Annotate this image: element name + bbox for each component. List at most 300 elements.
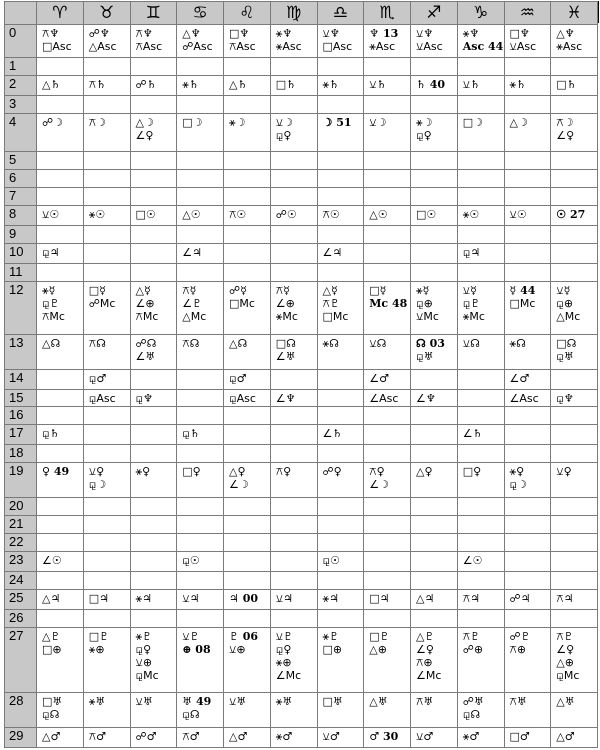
aspect-cell[interactable] — [457, 75, 504, 95]
aspect-cell[interactable] — [270, 498, 317, 516]
aspect-cell[interactable] — [504, 609, 551, 627]
aspect-cell[interactable] — [83, 609, 130, 627]
aspect-cell[interactable] — [270, 334, 317, 369]
aspect-cell[interactable] — [551, 152, 598, 170]
aspect-cell[interactable] — [411, 589, 458, 609]
aspect-cell[interactable] — [364, 369, 411, 389]
aspect-cell[interactable] — [504, 188, 551, 206]
aspect-cell[interactable] — [457, 113, 504, 152]
aspect-cell[interactable] — [177, 589, 224, 609]
aspect-cell[interactable] — [130, 57, 177, 75]
aspect-cell[interactable] — [130, 226, 177, 244]
aspect-cell[interactable] — [364, 206, 411, 226]
aspect-cell[interactable] — [504, 57, 551, 75]
aspect-cell[interactable] — [177, 692, 224, 727]
aspect-cell[interactable] — [130, 515, 177, 533]
aspect-cell[interactable] — [37, 407, 84, 425]
aspect-cell[interactable] — [317, 334, 364, 369]
aspect-cell[interactable] — [37, 463, 84, 498]
aspect-cell[interactable] — [177, 369, 224, 389]
aspect-cell[interactable] — [551, 369, 598, 389]
aspect-cell[interactable] — [504, 25, 551, 58]
aspect-cell[interactable] — [37, 445, 84, 463]
aspect-cell[interactable] — [130, 369, 177, 389]
aspect-cell[interactable] — [270, 282, 317, 335]
aspect-cell[interactable] — [457, 282, 504, 335]
aspect-cell[interactable] — [177, 498, 224, 516]
aspect-cell[interactable] — [504, 334, 551, 369]
aspect-cell[interactable] — [37, 75, 84, 95]
aspect-cell[interactable] — [317, 206, 364, 226]
aspect-cell[interactable] — [317, 75, 364, 95]
aspect-cell[interactable] — [37, 244, 84, 264]
aspect-cell[interactable] — [270, 188, 317, 206]
aspect-cell[interactable] — [177, 463, 224, 498]
aspect-cell[interactable] — [504, 113, 551, 152]
aspect-cell[interactable] — [270, 425, 317, 445]
aspect-cell[interactable] — [177, 152, 224, 170]
aspect-cell[interactable] — [317, 113, 364, 152]
aspect-cell[interactable] — [364, 551, 411, 571]
aspect-cell[interactable] — [551, 226, 598, 244]
aspect-cell[interactable] — [83, 551, 130, 571]
aspect-cell[interactable] — [270, 692, 317, 727]
aspect-cell[interactable] — [130, 627, 177, 692]
aspect-cell[interactable] — [551, 113, 598, 152]
aspect-cell[interactable] — [83, 188, 130, 206]
aspect-cell[interactable] — [551, 727, 598, 747]
aspect-cell[interactable] — [83, 282, 130, 335]
aspect-cell[interactable] — [37, 95, 84, 113]
aspect-cell[interactable] — [411, 407, 458, 425]
aspect-cell[interactable] — [317, 407, 364, 425]
aspect-cell[interactable] — [411, 282, 458, 335]
aspect-cell[interactable] — [364, 264, 411, 282]
aspect-cell[interactable] — [130, 727, 177, 747]
aspect-cell[interactable] — [317, 533, 364, 551]
aspect-cell[interactable] — [457, 407, 504, 425]
aspect-cell[interactable] — [411, 445, 458, 463]
aspect-cell[interactable] — [83, 152, 130, 170]
aspect-cell[interactable] — [364, 589, 411, 609]
aspect-cell[interactable] — [457, 57, 504, 75]
aspect-cell[interactable] — [504, 463, 551, 498]
aspect-cell[interactable] — [270, 609, 317, 627]
aspect-cell[interactable] — [270, 57, 317, 75]
aspect-cell[interactable] — [457, 551, 504, 571]
aspect-cell[interactable] — [37, 533, 84, 551]
aspect-cell[interactable] — [504, 95, 551, 113]
aspect-cell[interactable] — [457, 627, 504, 692]
aspect-cell[interactable] — [411, 369, 458, 389]
aspect-cell[interactable] — [130, 152, 177, 170]
aspect-cell[interactable] — [83, 206, 130, 226]
aspect-cell[interactable] — [364, 571, 411, 589]
aspect-cell[interactable] — [411, 244, 458, 264]
aspect-cell[interactable] — [177, 334, 224, 369]
aspect-cell[interactable] — [37, 226, 84, 244]
aspect-cell[interactable] — [364, 244, 411, 264]
aspect-cell[interactable] — [177, 25, 224, 58]
aspect-cell[interactable] — [270, 170, 317, 188]
aspect-cell[interactable] — [317, 551, 364, 571]
aspect-cell[interactable] — [130, 445, 177, 463]
aspect-cell[interactable] — [551, 589, 598, 609]
aspect-cell[interactable] — [317, 226, 364, 244]
aspect-cell[interactable] — [224, 571, 271, 589]
aspect-cell[interactable] — [224, 95, 271, 113]
aspect-cell[interactable] — [130, 95, 177, 113]
aspect-cell[interactable] — [504, 369, 551, 389]
aspect-cell[interactable] — [411, 627, 458, 692]
aspect-cell[interactable] — [83, 334, 130, 369]
aspect-cell[interactable] — [224, 25, 271, 58]
aspect-cell[interactable] — [457, 369, 504, 389]
aspect-cell[interactable] — [270, 407, 317, 425]
aspect-cell[interactable] — [551, 692, 598, 727]
aspect-cell[interactable] — [130, 206, 177, 226]
aspect-cell[interactable] — [551, 571, 598, 589]
aspect-cell[interactable] — [130, 498, 177, 516]
aspect-cell[interactable] — [364, 334, 411, 369]
aspect-cell[interactable] — [551, 609, 598, 627]
aspect-cell[interactable] — [177, 389, 224, 407]
aspect-cell[interactable] — [177, 551, 224, 571]
aspect-cell[interactable] — [37, 498, 84, 516]
aspect-cell[interactable] — [504, 692, 551, 727]
aspect-cell[interactable] — [224, 264, 271, 282]
aspect-cell[interactable] — [364, 463, 411, 498]
aspect-cell[interactable] — [551, 445, 598, 463]
aspect-cell[interactable] — [551, 407, 598, 425]
aspect-cell[interactable] — [37, 627, 84, 692]
aspect-cell[interactable] — [504, 589, 551, 609]
aspect-cell[interactable] — [37, 389, 84, 407]
aspect-cell[interactable] — [270, 25, 317, 58]
aspect-cell[interactable] — [551, 206, 598, 226]
aspect-cell[interactable] — [457, 226, 504, 244]
aspect-cell[interactable] — [411, 515, 458, 533]
aspect-cell[interactable] — [364, 407, 411, 425]
aspect-cell[interactable] — [504, 551, 551, 571]
aspect-cell[interactable] — [37, 334, 84, 369]
aspect-cell[interactable] — [130, 75, 177, 95]
aspect-cell[interactable] — [177, 226, 224, 244]
aspect-cell[interactable] — [504, 206, 551, 226]
aspect-cell[interactable] — [457, 425, 504, 445]
aspect-cell[interactable] — [177, 57, 224, 75]
aspect-cell[interactable] — [364, 425, 411, 445]
aspect-cell[interactable] — [364, 727, 411, 747]
aspect-cell[interactable] — [317, 170, 364, 188]
aspect-cell[interactable] — [411, 188, 458, 206]
aspect-cell[interactable] — [177, 627, 224, 692]
aspect-cell[interactable] — [270, 389, 317, 407]
aspect-cell[interactable] — [364, 282, 411, 335]
aspect-cell[interactable] — [457, 95, 504, 113]
aspect-cell[interactable] — [270, 264, 317, 282]
aspect-cell[interactable] — [364, 609, 411, 627]
aspect-cell[interactable] — [130, 389, 177, 407]
aspect-cell[interactable] — [504, 533, 551, 551]
aspect-cell[interactable] — [411, 498, 458, 516]
aspect-cell[interactable] — [551, 244, 598, 264]
aspect-cell[interactable] — [504, 389, 551, 407]
aspect-cell[interactable] — [83, 170, 130, 188]
aspect-cell[interactable] — [504, 407, 551, 425]
aspect-cell[interactable] — [411, 95, 458, 113]
aspect-cell[interactable] — [130, 589, 177, 609]
aspect-cell[interactable] — [504, 282, 551, 335]
aspect-cell[interactable] — [364, 152, 411, 170]
aspect-cell[interactable] — [37, 206, 84, 226]
aspect-cell[interactable] — [270, 206, 317, 226]
aspect-cell[interactable] — [364, 113, 411, 152]
aspect-cell[interactable] — [457, 463, 504, 498]
aspect-cell[interactable] — [37, 264, 84, 282]
aspect-cell[interactable] — [130, 282, 177, 335]
aspect-cell[interactable] — [224, 727, 271, 747]
aspect-cell[interactable] — [270, 551, 317, 571]
aspect-cell[interactable] — [37, 609, 84, 627]
aspect-cell[interactable] — [224, 515, 271, 533]
aspect-cell[interactable] — [270, 244, 317, 264]
aspect-cell[interactable] — [177, 571, 224, 589]
aspect-cell[interactable] — [83, 407, 130, 425]
aspect-cell[interactable] — [177, 282, 224, 335]
aspect-cell[interactable] — [37, 727, 84, 747]
aspect-cell[interactable] — [551, 25, 598, 58]
aspect-cell[interactable] — [37, 425, 84, 445]
aspect-cell[interactable] — [224, 170, 271, 188]
aspect-cell[interactable] — [504, 170, 551, 188]
aspect-cell[interactable] — [130, 170, 177, 188]
aspect-cell[interactable] — [317, 589, 364, 609]
aspect-cell[interactable] — [504, 498, 551, 516]
aspect-cell[interactable] — [37, 589, 84, 609]
aspect-cell[interactable] — [504, 727, 551, 747]
aspect-cell[interactable] — [177, 188, 224, 206]
aspect-cell[interactable] — [130, 264, 177, 282]
aspect-cell[interactable] — [37, 692, 84, 727]
aspect-cell[interactable] — [177, 609, 224, 627]
aspect-cell[interactable] — [551, 264, 598, 282]
aspect-cell[interactable] — [224, 244, 271, 264]
aspect-cell[interactable] — [83, 57, 130, 75]
aspect-cell[interactable] — [364, 75, 411, 95]
aspect-cell[interactable] — [504, 445, 551, 463]
aspect-cell[interactable] — [457, 389, 504, 407]
aspect-cell[interactable] — [317, 463, 364, 498]
aspect-cell[interactable] — [130, 113, 177, 152]
aspect-cell[interactable] — [130, 188, 177, 206]
aspect-cell[interactable] — [83, 571, 130, 589]
aspect-cell[interactable] — [317, 727, 364, 747]
aspect-cell[interactable] — [83, 25, 130, 58]
aspect-cell[interactable] — [83, 226, 130, 244]
aspect-cell[interactable] — [37, 369, 84, 389]
aspect-cell[interactable] — [270, 571, 317, 589]
aspect-cell[interactable] — [177, 445, 224, 463]
aspect-cell[interactable] — [457, 445, 504, 463]
aspect-cell[interactable] — [83, 463, 130, 498]
aspect-cell[interactable] — [37, 152, 84, 170]
aspect-cell[interactable] — [411, 692, 458, 727]
aspect-cell[interactable] — [130, 407, 177, 425]
aspect-cell[interactable] — [270, 627, 317, 692]
aspect-cell[interactable] — [83, 95, 130, 113]
aspect-cell[interactable] — [177, 264, 224, 282]
aspect-cell[interactable] — [411, 425, 458, 445]
aspect-cell[interactable] — [37, 113, 84, 152]
aspect-cell[interactable] — [83, 692, 130, 727]
aspect-cell[interactable] — [457, 188, 504, 206]
aspect-cell[interactable] — [224, 188, 271, 206]
aspect-cell[interactable] — [83, 244, 130, 264]
aspect-cell[interactable] — [224, 692, 271, 727]
aspect-cell[interactable] — [224, 282, 271, 335]
aspect-cell[interactable] — [457, 571, 504, 589]
aspect-cell[interactable] — [457, 25, 504, 58]
aspect-cell[interactable] — [364, 498, 411, 516]
aspect-cell[interactable] — [270, 95, 317, 113]
aspect-cell[interactable] — [177, 113, 224, 152]
aspect-cell[interactable] — [411, 226, 458, 244]
aspect-cell[interactable] — [317, 389, 364, 407]
aspect-cell[interactable] — [317, 369, 364, 389]
aspect-cell[interactable] — [83, 498, 130, 516]
aspect-cell[interactable] — [551, 389, 598, 407]
aspect-cell[interactable] — [270, 727, 317, 747]
aspect-cell[interactable] — [270, 369, 317, 389]
aspect-cell[interactable] — [83, 113, 130, 152]
aspect-cell[interactable] — [224, 206, 271, 226]
aspect-cell[interactable] — [270, 589, 317, 609]
aspect-cell[interactable] — [411, 463, 458, 498]
aspect-cell[interactable] — [130, 692, 177, 727]
aspect-cell[interactable] — [364, 627, 411, 692]
aspect-cell[interactable] — [504, 264, 551, 282]
aspect-cell[interactable] — [504, 515, 551, 533]
aspect-cell[interactable] — [551, 425, 598, 445]
aspect-cell[interactable] — [224, 533, 271, 551]
aspect-cell[interactable] — [130, 571, 177, 589]
aspect-cell[interactable] — [504, 627, 551, 692]
aspect-cell[interactable] — [317, 244, 364, 264]
aspect-cell[interactable] — [270, 75, 317, 95]
aspect-cell[interactable] — [317, 25, 364, 58]
aspect-cell[interactable] — [504, 75, 551, 95]
aspect-cell[interactable] — [411, 389, 458, 407]
aspect-cell[interactable] — [551, 170, 598, 188]
aspect-cell[interactable] — [83, 727, 130, 747]
aspect-cell[interactable] — [551, 95, 598, 113]
aspect-cell[interactable] — [317, 692, 364, 727]
aspect-cell[interactable] — [411, 170, 458, 188]
aspect-cell[interactable] — [83, 264, 130, 282]
aspect-cell[interactable] — [551, 515, 598, 533]
aspect-cell[interactable] — [177, 75, 224, 95]
aspect-cell[interactable] — [504, 226, 551, 244]
aspect-cell[interactable] — [37, 515, 84, 533]
aspect-cell[interactable] — [364, 95, 411, 113]
aspect-cell[interactable] — [130, 25, 177, 58]
aspect-cell[interactable] — [317, 445, 364, 463]
aspect-cell[interactable] — [317, 188, 364, 206]
aspect-cell[interactable] — [551, 551, 598, 571]
aspect-cell[interactable] — [177, 727, 224, 747]
aspect-cell[interactable] — [270, 463, 317, 498]
aspect-cell[interactable] — [177, 533, 224, 551]
aspect-cell[interactable] — [364, 25, 411, 58]
aspect-cell[interactable] — [130, 334, 177, 369]
aspect-cell[interactable] — [177, 425, 224, 445]
aspect-cell[interactable] — [270, 152, 317, 170]
aspect-cell[interactable] — [317, 498, 364, 516]
aspect-cell[interactable] — [317, 282, 364, 335]
aspect-cell[interactable] — [224, 152, 271, 170]
aspect-cell[interactable] — [364, 170, 411, 188]
aspect-cell[interactable] — [551, 498, 598, 516]
aspect-cell[interactable] — [224, 369, 271, 389]
aspect-cell[interactable] — [270, 226, 317, 244]
aspect-cell[interactable] — [411, 551, 458, 571]
aspect-cell[interactable] — [224, 334, 271, 369]
aspect-cell[interactable] — [411, 533, 458, 551]
aspect-cell[interactable] — [270, 533, 317, 551]
aspect-cell[interactable] — [364, 57, 411, 75]
aspect-cell[interactable] — [364, 533, 411, 551]
aspect-cell[interactable] — [457, 152, 504, 170]
aspect-cell[interactable] — [177, 244, 224, 264]
aspect-cell[interactable] — [224, 589, 271, 609]
aspect-cell[interactable] — [83, 75, 130, 95]
aspect-cell[interactable] — [177, 170, 224, 188]
aspect-cell[interactable] — [317, 95, 364, 113]
aspect-cell[interactable] — [83, 589, 130, 609]
aspect-cell[interactable] — [317, 425, 364, 445]
aspect-cell[interactable] — [37, 551, 84, 571]
aspect-cell[interactable] — [130, 463, 177, 498]
aspect-cell[interactable] — [224, 609, 271, 627]
aspect-cell[interactable] — [551, 75, 598, 95]
aspect-cell[interactable] — [504, 152, 551, 170]
aspect-cell[interactable] — [224, 498, 271, 516]
aspect-cell[interactable] — [457, 498, 504, 516]
aspect-cell[interactable] — [177, 407, 224, 425]
aspect-cell[interactable] — [317, 609, 364, 627]
aspect-cell[interactable] — [317, 57, 364, 75]
aspect-cell[interactable] — [411, 334, 458, 369]
aspect-cell[interactable] — [37, 188, 84, 206]
aspect-cell[interactable] — [130, 609, 177, 627]
aspect-cell[interactable] — [224, 627, 271, 692]
aspect-cell[interactable] — [224, 75, 271, 95]
aspect-cell[interactable] — [83, 627, 130, 692]
aspect-cell[interactable] — [37, 57, 84, 75]
aspect-cell[interactable] — [83, 425, 130, 445]
aspect-cell[interactable] — [411, 57, 458, 75]
aspect-cell[interactable] — [457, 692, 504, 727]
aspect-cell[interactable] — [411, 571, 458, 589]
aspect-cell[interactable] — [317, 571, 364, 589]
aspect-cell[interactable] — [130, 425, 177, 445]
aspect-cell[interactable] — [224, 389, 271, 407]
aspect-cell[interactable] — [224, 226, 271, 244]
aspect-cell[interactable] — [551, 188, 598, 206]
aspect-cell[interactable] — [457, 334, 504, 369]
aspect-cell[interactable] — [224, 57, 271, 75]
